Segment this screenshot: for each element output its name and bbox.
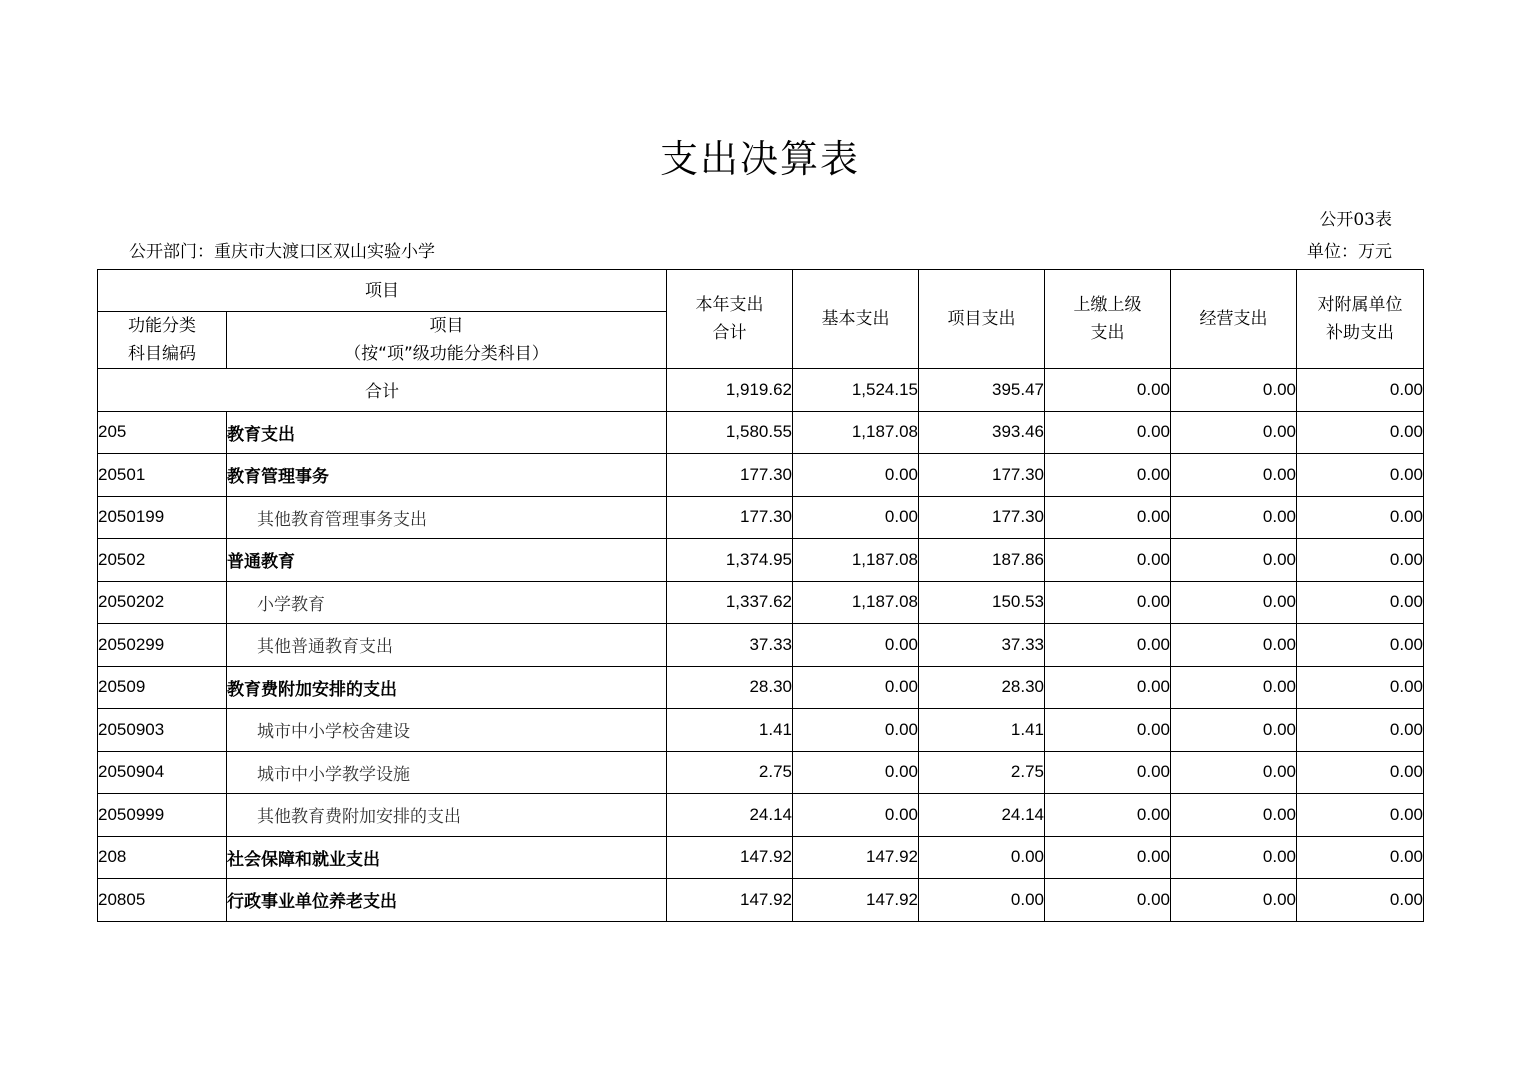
expenditure-table [97, 269, 1424, 922]
upper-cell: 0.00 [1045, 411, 1171, 454]
upper-cell: 0.00 [1045, 581, 1171, 624]
basic-cell: 0.00 [793, 624, 919, 667]
project-cell: 24.14 [919, 794, 1045, 837]
total-cell: 2.75 [667, 751, 793, 794]
table-row [98, 836, 1424, 879]
basic-cell: 0.00 [793, 794, 919, 837]
total-cell: 37.33 [667, 624, 793, 667]
header-project: 项目支出 [919, 270, 1045, 369]
subsidy-cell: 0.00 [1297, 879, 1424, 922]
item-name-cell: 教育支出 [227, 411, 667, 454]
code-cell: 20805 [98, 879, 227, 922]
project-cell: 1.41 [919, 709, 1045, 752]
subsidy-cell: 0.00 [1297, 369, 1424, 412]
upper-cell: 0.00 [1045, 794, 1171, 837]
table-row [98, 751, 1424, 794]
basic-cell: 0.00 [793, 751, 919, 794]
subsidy-cell: 0.00 [1297, 624, 1424, 667]
business-cell: 0.00 [1171, 836, 1297, 879]
project-cell: 150.53 [919, 581, 1045, 624]
code-cell: 20502 [98, 539, 227, 582]
item-name-cell: 教育费附加安排的支出 [227, 666, 667, 709]
header-subsidy: 对附属单位 补助支出 [1297, 270, 1424, 369]
business-cell: 0.00 [1171, 709, 1297, 752]
code-cell: 2050904 [98, 751, 227, 794]
total-cell: 1,374.95 [667, 539, 793, 582]
header-total: 本年支出 合计 [667, 270, 793, 369]
header-upper: 上缴上级 支出 [1045, 270, 1171, 369]
item-name-cell: 社会保障和就业支出 [227, 836, 667, 879]
project-cell: 37.33 [919, 624, 1045, 667]
table-row [98, 454, 1424, 497]
upper-cell: 0.00 [1045, 666, 1171, 709]
item-name-cell: 普通教育 [227, 539, 667, 582]
item-name-cell: 小学教育 [227, 581, 667, 624]
item-name-cell: 行政事业单位养老支出 [227, 879, 667, 922]
table-row [98, 666, 1424, 709]
department-label: 公开部门：重庆市大渡口区双山实验小学 [129, 242, 435, 262]
header-item-group: 项目 [98, 270, 667, 312]
table-number: 公开03表 [1319, 210, 1392, 230]
project-cell: 393.46 [919, 411, 1045, 454]
business-cell: 0.00 [1171, 624, 1297, 667]
basic-cell: 0.00 [793, 709, 919, 752]
page-title: 支出决算表 [659, 137, 860, 181]
upper-cell: 0.00 [1045, 496, 1171, 539]
total-cell: 1,337.62 [667, 581, 793, 624]
code-cell: 2050202 [98, 581, 227, 624]
business-cell: 0.00 [1171, 411, 1297, 454]
upper-cell: 0.00 [1045, 836, 1171, 879]
subsidy-cell: 0.00 [1297, 539, 1424, 582]
header-business: 经营支出 [1171, 270, 1297, 369]
item-name-cell: 其他普通教育支出 [227, 624, 667, 667]
business-cell: 0.00 [1171, 496, 1297, 539]
total-cell: 147.92 [667, 836, 793, 879]
item-name-cell: 城市中小学教学设施 [227, 751, 667, 794]
table-row [98, 496, 1424, 539]
business-cell: 0.00 [1171, 751, 1297, 794]
business-cell: 0.00 [1171, 879, 1297, 922]
basic-cell: 0.00 [793, 666, 919, 709]
code-cell: 205 [98, 411, 227, 454]
table-row [98, 624, 1424, 667]
business-cell: 0.00 [1171, 454, 1297, 497]
table-row [98, 794, 1424, 837]
basic-cell: 147.92 [793, 836, 919, 879]
subsidy-cell: 0.00 [1297, 454, 1424, 497]
basic-cell: 0.00 [793, 454, 919, 497]
subsidy-cell: 0.00 [1297, 794, 1424, 837]
code-cell: 208 [98, 836, 227, 879]
unit-label: 单位：万元 [1307, 242, 1392, 262]
table-row [98, 581, 1424, 624]
subsidy-cell: 0.00 [1297, 581, 1424, 624]
table-row [98, 709, 1424, 752]
table-row [98, 879, 1424, 922]
project-cell: 177.30 [919, 496, 1045, 539]
business-cell: 0.00 [1171, 666, 1297, 709]
code-cell: 20501 [98, 454, 227, 497]
total-label: 合计 [98, 369, 667, 412]
project-cell: 0.00 [919, 836, 1045, 879]
upper-cell: 0.00 [1045, 539, 1171, 582]
subsidy-cell: 0.00 [1297, 751, 1424, 794]
total-cell: 1,580.55 [667, 411, 793, 454]
item-name-cell: 城市中小学校舍建设 [227, 709, 667, 752]
total-cell: 1.41 [667, 709, 793, 752]
basic-cell: 1,187.08 [793, 539, 919, 582]
project-cell: 28.30 [919, 666, 1045, 709]
business-cell: 0.00 [1171, 369, 1297, 412]
upper-cell: 0.00 [1045, 751, 1171, 794]
code-cell: 20509 [98, 666, 227, 709]
header-code: 功能分类 科目编码 [98, 312, 227, 369]
project-cell: 0.00 [919, 879, 1045, 922]
subsidy-cell: 0.00 [1297, 496, 1424, 539]
subsidy-cell: 0.00 [1297, 836, 1424, 879]
code-cell: 2050999 [98, 794, 227, 837]
project-cell: 2.75 [919, 751, 1045, 794]
project-cell: 187.86 [919, 539, 1045, 582]
total-row [98, 369, 1424, 412]
subsidy-cell: 0.00 [1297, 411, 1424, 454]
business-cell: 0.00 [1171, 794, 1297, 837]
basic-cell: 0.00 [793, 496, 919, 539]
item-name-cell: 其他教育费附加安排的支出 [227, 794, 667, 837]
subsidy-cell: 0.00 [1297, 709, 1424, 752]
code-cell: 2050299 [98, 624, 227, 667]
project-cell: 395.47 [919, 369, 1045, 412]
total-cell: 177.30 [667, 496, 793, 539]
item-name-cell: 教育管理事务 [227, 454, 667, 497]
item-name-cell: 其他教育管理事务支出 [227, 496, 667, 539]
total-cell: 28.30 [667, 666, 793, 709]
total-cell: 177.30 [667, 454, 793, 497]
upper-cell: 0.00 [1045, 454, 1171, 497]
subsidy-cell: 0.00 [1297, 666, 1424, 709]
business-cell: 0.00 [1171, 581, 1297, 624]
business-cell: 0.00 [1171, 539, 1297, 582]
code-cell: 2050199 [98, 496, 227, 539]
upper-cell: 0.00 [1045, 709, 1171, 752]
basic-cell: 1,187.08 [793, 581, 919, 624]
basic-cell: 1,187.08 [793, 411, 919, 454]
table-row [98, 411, 1424, 454]
basic-cell: 1,524.15 [793, 369, 919, 412]
upper-cell: 0.00 [1045, 369, 1171, 412]
basic-cell: 147.92 [793, 879, 919, 922]
total-cell: 24.14 [667, 794, 793, 837]
upper-cell: 0.00 [1045, 624, 1171, 667]
header-basic: 基本支出 [793, 270, 919, 369]
code-cell: 2050903 [98, 709, 227, 752]
upper-cell: 0.00 [1045, 879, 1171, 922]
header-item: 项目 （按“项”级功能分类科目） [227, 312, 667, 369]
total-cell: 147.92 [667, 879, 793, 922]
table-row [98, 539, 1424, 582]
total-cell: 1,919.62 [667, 369, 793, 412]
project-cell: 177.30 [919, 454, 1045, 497]
